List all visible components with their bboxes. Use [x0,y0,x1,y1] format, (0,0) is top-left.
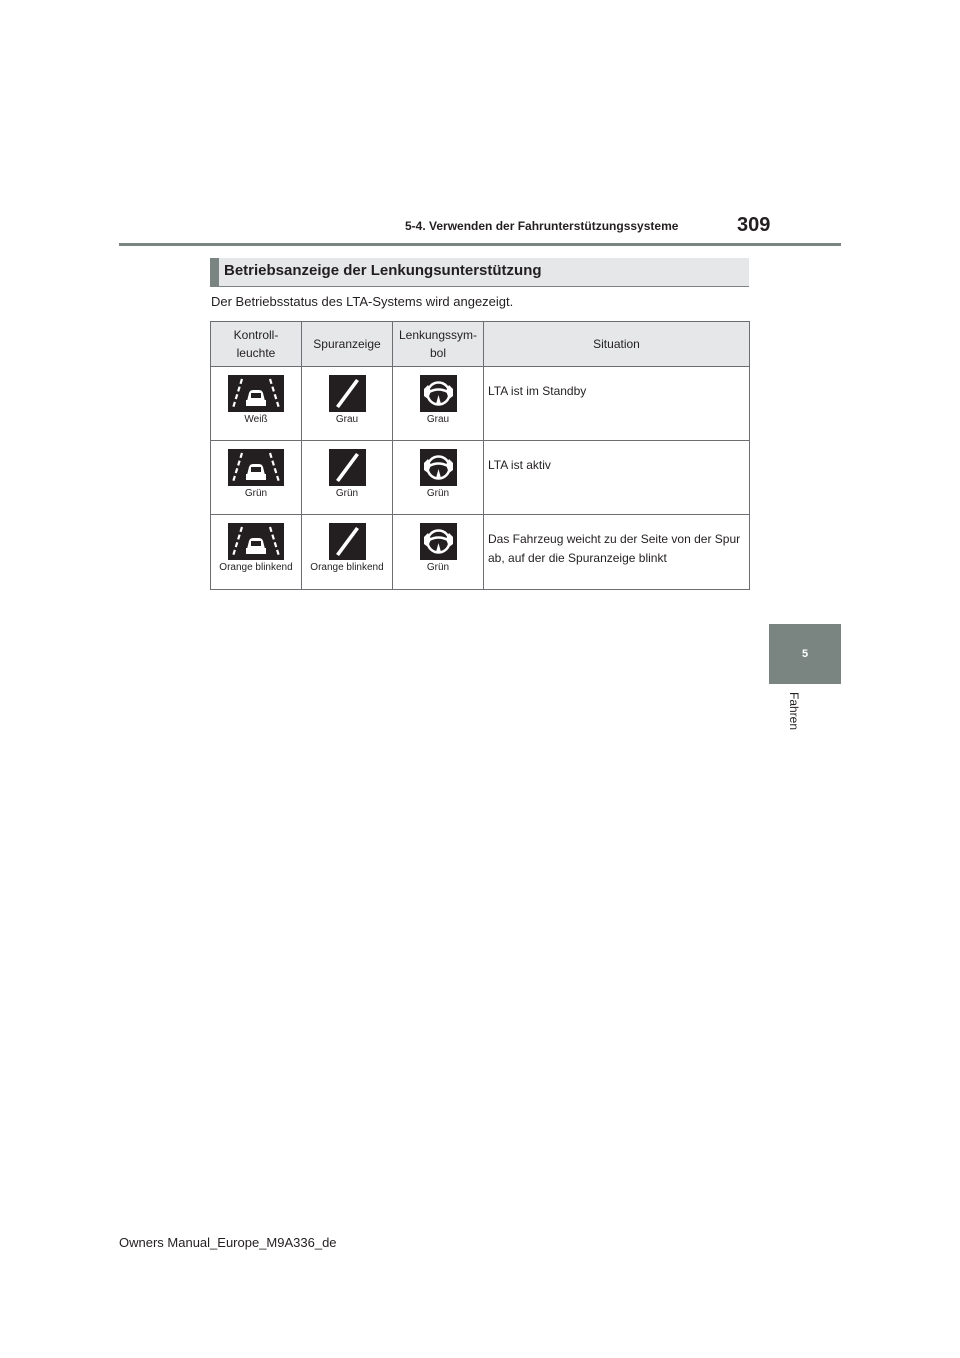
header-lane [302,322,393,367]
chapter-tab [769,624,841,684]
section-heading-bar [210,258,219,286]
table-row [211,441,750,515]
indicator-color: Orange blinkend [219,562,293,573]
header-steering [393,322,484,367]
indicator-cell [211,441,302,515]
lane-color: Grau [335,414,359,425]
chapter-number: 5 [801,648,809,660]
steering-color: Grün [426,488,450,499]
chapter-label: Fahren [787,692,801,731]
header-steering-line1: Lenkungssym- [398,328,478,342]
steering-wheel-hands-icon [420,375,457,412]
lane-cell [302,515,393,590]
header-situation-label: Situation [593,337,640,351]
lane-line-icon [329,449,366,486]
situation-cell: LTA ist im Standby [484,367,750,441]
steering-color: Grau [426,414,450,425]
table-row [211,367,750,441]
indicator-cell [211,515,302,590]
table-row [211,515,750,590]
lane-line-icon [329,375,366,412]
header-lane-label: Spuranzeige [313,337,381,351]
indicator-cell [211,367,302,441]
lane-car-icon [228,375,284,412]
section-heading [210,258,749,287]
section-title: Betriebsanzeige der Lenkungsunterstützung [224,262,542,279]
steering-cell [393,367,484,441]
steering-wheel-hands-icon [420,449,457,486]
lane-color: Orange blinkend [310,562,384,573]
steering-cell [393,515,484,590]
table-header-row [211,322,750,367]
footer-manual-id: Owners Manual_Europe_M9A336_de [119,1235,337,1250]
lane-color: Grün [335,488,359,499]
page-number: 309 [737,214,771,236]
lta-status-table [210,321,750,590]
header-indicator-line1: Kontroll- [233,328,279,342]
section-intro: Der Betriebsstatus des LTA-Systems wird angezeigt. [211,294,514,309]
lane-line-icon [329,523,366,560]
header-steering-line2: bol [429,346,446,360]
header-divider [119,243,841,246]
header-situation [484,322,750,367]
indicator-color: Weiß [244,414,268,425]
header-indicator [211,322,302,367]
situation-cell: Das Fahrzeug weicht zu der Seite von der Spur ab, auf der die Spuranzeige blinkt [484,515,750,590]
lane-car-icon [228,449,284,486]
steering-color: Grün [426,562,450,573]
header-indicator-line2: leuchte [236,346,276,360]
indicator-color: Grün [244,488,268,499]
steering-cell [393,441,484,515]
lane-car-icon [228,523,284,560]
lane-cell [302,367,393,441]
steering-wheel-hands-icon [420,523,457,560]
lane-cell [302,441,393,515]
situation-cell: LTA ist aktiv [484,441,750,515]
header-section-title: 5-4. Verwenden der Fahrunterstützungssysteme [405,219,679,233]
